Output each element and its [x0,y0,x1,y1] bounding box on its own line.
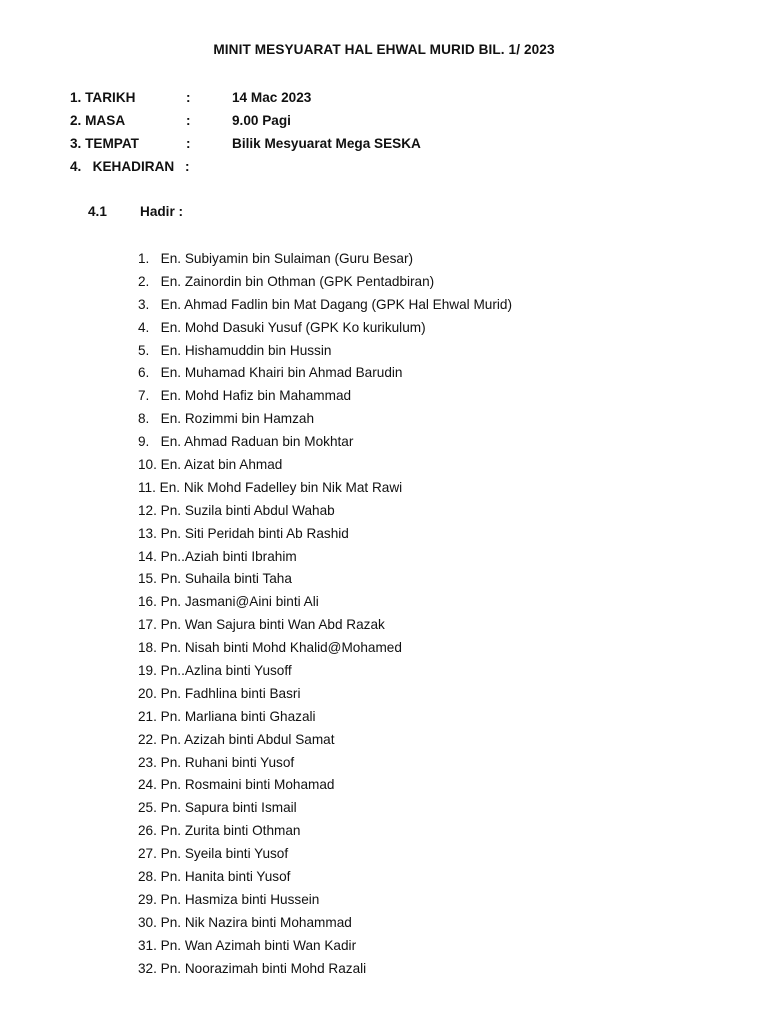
info-label: 3. TEMPAT [70,136,139,151]
list-item: 3. En. Ahmad Fadlin bin Mat Dagang (GPK Hal Ehwal Murid) [138,296,513,312]
list-item: 24. Pn. Rosmaini binti Mohamad [138,777,335,793]
list-item: 8. En. Rozimmi bin Hamzah [138,411,315,427]
list-item: 16. Pn. Jasmani@Aini binti Ali [138,594,319,610]
list-item: 26. Pn. Zurita binti Othman [138,823,301,839]
info-label: 4. KEHADIRAN [70,159,175,174]
info-label: 1. TARIKH [70,90,136,105]
list-item: 22. Pn. Azizah binti Abdul Samat [138,731,335,747]
info-value: 9.00 Pagi [232,113,291,128]
list-item: 7. En. Mohd Hafiz bin Mahammad [138,388,352,404]
list-item: 11. En. Nik Mohd Fadelley bin Nik Mat Rawi [138,479,403,495]
document-title: MINIT MESYUARAT HAL EHWAL MURID BIL. 1/ 2023 [213,42,555,57]
list-item: 23. Pn. Ruhani binti Yusof [138,754,295,770]
list-item: 25. Pn. Sapura binti Ismail [138,800,297,816]
list-item: 20. Pn. Fadhlina binti Basri [138,685,301,701]
list-item: 30. Pn. Nik Nazira binti Mohammad [138,914,352,930]
list-item: 2. En. Zainordin bin Othman (GPK Pentadbiran) [138,273,435,289]
info-value: 14 Mac 2023 [232,90,312,105]
list-item: 15. Pn. Suhaila binti Taha [138,571,292,587]
list-item: 32. Pn. Noorazimah binti Mohd Razali [138,960,367,976]
list-item: 9. En. Ahmad Raduan bin Mokhtar [138,434,354,450]
attendee-list [138,250,512,983]
info-colon: : [186,90,191,105]
list-item: 28. Pn. Hanita binti Yusof [138,869,291,885]
list-item: 17. Pn. Wan Sajura binti Wan Abd Razak [138,617,385,633]
info-colon: : [186,136,191,151]
section-number: 4.1 [88,204,107,219]
info-value: Bilik Mesyuarat Mega SESKA [232,136,421,151]
info-colon: : [186,113,191,128]
list-item: 14. Pn..Aziah binti Ibrahim [138,548,297,564]
list-item: 5. En. Hishamuddin bin Hussin [138,342,332,358]
list-item: 21. Pn. Marliana binti Ghazali [138,708,316,724]
list-item: 10. En. Aizat bin Ahmad [138,457,283,473]
info-colon: : [185,159,190,174]
list-item: 19. Pn..Azlina binti Yusoff [138,663,292,679]
info-label: 2. MASA [70,113,126,128]
list-item: 31. Pn. Wan Azimah binti Wan Kadir [138,937,357,953]
list-item: 1. En. Subiyamin bin Sulaiman (Guru Besar) [138,251,414,266]
list-item: 29. Pn. Hasmiza binti Hussein [138,891,320,907]
list-item: 6. En. Muhamad Khairi bin Ahmad Barudin [138,365,403,381]
list-item: 13. Pn. Siti Peridah binti Ab Rashid [138,525,349,541]
section-label: Hadir : [140,204,184,219]
list-item: 27. Pn. Syeila binti Yusof [138,846,289,862]
list-item: 18. Pn. Nisah binti Mohd Khalid@Mohamed [138,640,402,656]
list-item: 12. Pn. Suzila binti Abdul Wahab [138,502,335,518]
list-item: 4. En. Mohd Dasuki Yusuf (GPK Ko kurikulum) [138,319,426,335]
